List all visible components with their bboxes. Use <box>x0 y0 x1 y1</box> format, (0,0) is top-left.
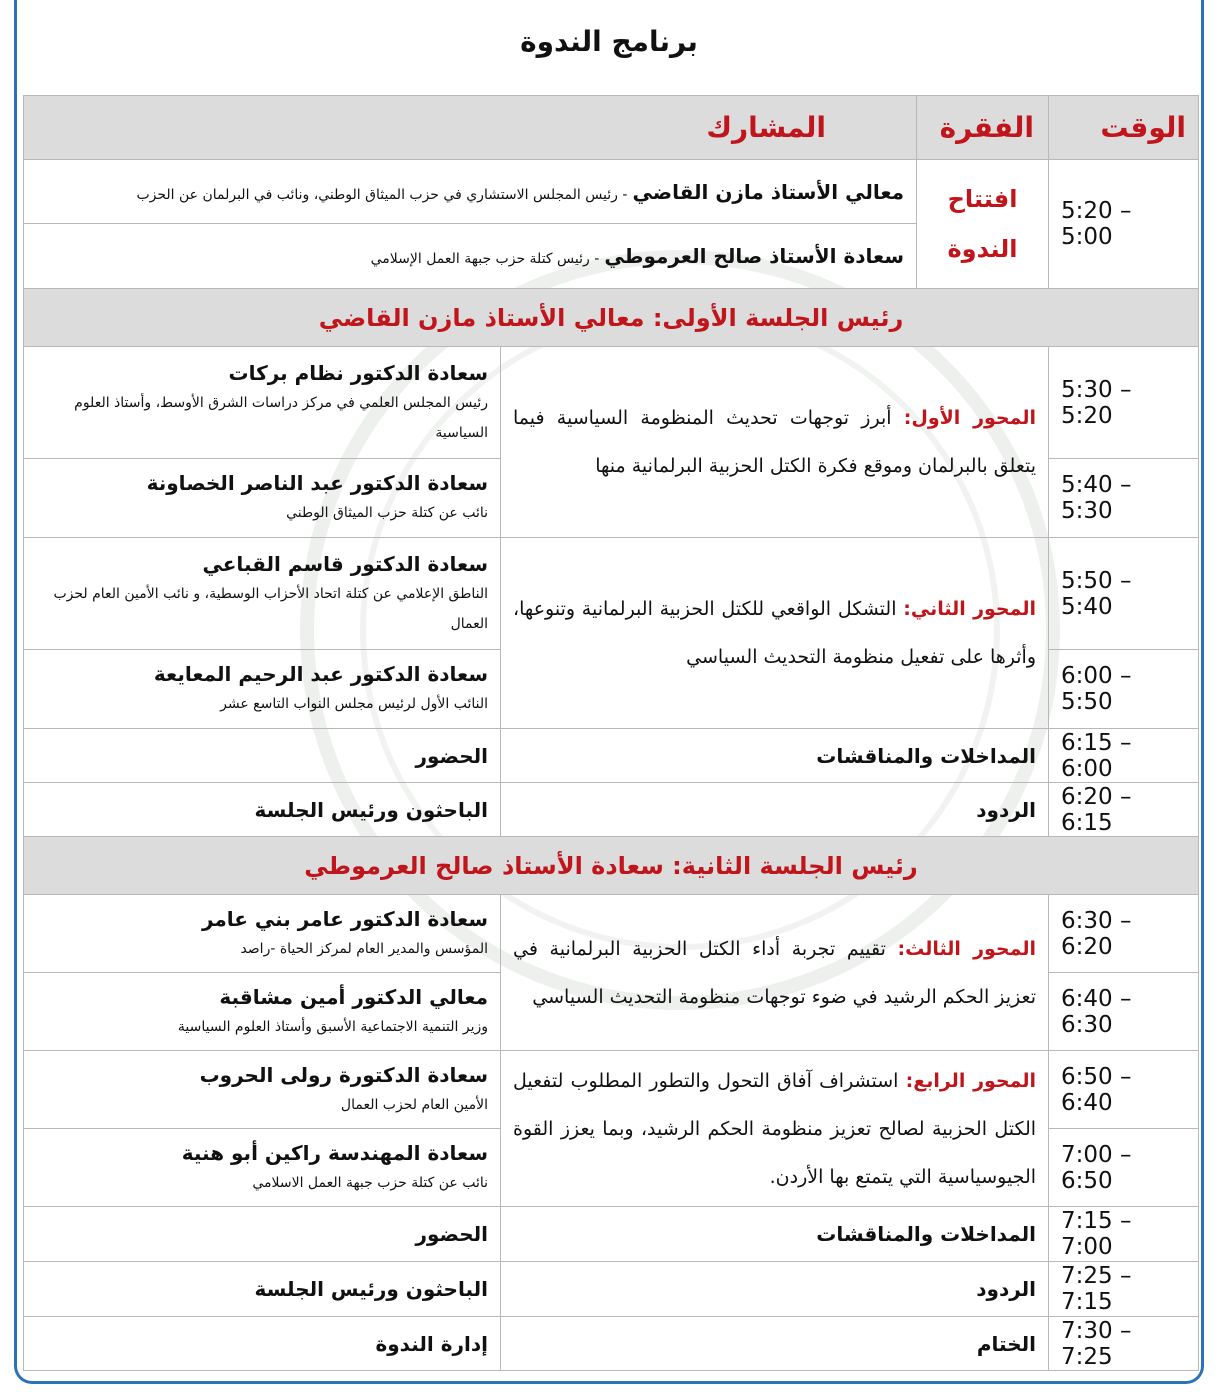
slot-time: 5:40 – 5:30 <box>1049 459 1199 538</box>
participant-cell <box>24 973 501 1051</box>
replies-item: الردود <box>501 783 1049 837</box>
header-participant: المشارك <box>24 96 917 160</box>
participant-cell <box>24 1051 501 1129</box>
closing-time: 7:30 – 7:25 <box>1049 1317 1199 1371</box>
program-table <box>23 95 1199 1371</box>
participant-role: الناطق الإعلامي عن كتلة اتحاد الأحزاب الوسطية، و نائب الأمين العام لحزب العمال <box>53 585 489 632</box>
participant-role: النائب الأول لرئيس مجلس النواب التاسع عشر <box>220 696 489 712</box>
axis-label: المحور الرابع: <box>905 1069 1037 1092</box>
participant-name: سعادة الدكتور قاسم القباعي <box>202 551 489 576</box>
participant-role: نائب عن كتلة حزب جبهة العمل الاسلامي <box>252 1174 489 1191</box>
replies-time: 6:20 – 6:15 <box>1049 783 1199 837</box>
opening-label <box>917 160 1049 289</box>
speaker-role: - رئيس كتلة حزب جبهة العمل الإسلامي <box>370 251 600 267</box>
axis-text: أبرز توجهات تحديث المنظومة السياسية فيما يتعلق بالبرلمان وموقع فكرة الكتل الحزبية البرلمانية منها <box>513 407 1037 477</box>
discussion-item: المداخلات والمناقشات <box>501 1207 1049 1262</box>
participant-name: سعادة الدكتور عبد الناصر الخصاونة <box>146 471 489 495</box>
header-item: الفقرة <box>917 96 1049 160</box>
discussion-participant: الحضور <box>24 1207 501 1262</box>
participant-role: الأمين العام لحزب العمال <box>340 1096 489 1113</box>
axis-text: استشراف آفاق التحول والتطور المطلوب لتفعيل الكتل الحزبية لصالح تعزيز منظومة الحكم الرشيد، وبما يعزز القوة الجيوسياسية التي يتمتع بها الأردن. <box>513 1069 1037 1188</box>
closing-item: الختام <box>501 1317 1049 1371</box>
participant-role: وزير التنمية الاجتماعية الأسبق وأستاذ العلوم السياسية <box>177 1018 489 1035</box>
opening-label-line1: افتتاح <box>947 185 1018 213</box>
session2-chair: رئيس الجلسة الثانية: سعادة الأستاذ صالح العرموطي <box>24 837 1199 895</box>
participant-role: المؤسس والمدير العام لمركز الحياة -راصد <box>240 940 489 957</box>
participant-role: نائب عن كتلة حزب الميثاق الوطني <box>286 505 489 521</box>
replies-participant: الباحثون ورئيس الجلسة <box>24 783 501 837</box>
slot-time: 5:50 – 5:40 <box>1049 538 1199 650</box>
slot-time: 6:30 – 6:20 <box>1049 895 1199 973</box>
discussion-time: 6:15 – 6:00 <box>1049 729 1199 783</box>
speaker-name: سعادة الأستاذ صالح العرموطي <box>604 244 905 268</box>
participant-role: رئيس المجلس العلمي في مركز دراسات الشرق الأوسط، وأستاذ العلوم السياسية <box>74 394 489 441</box>
axis-3 <box>501 895 1049 1051</box>
replies-item: الردود <box>501 1262 1049 1317</box>
participant-name: معالي الدكتور أمين مشاقبة <box>219 984 489 1009</box>
participant-cell <box>24 347 501 459</box>
speaker-role: - رئيس المجلس الاستشاري في حزب الميثاق الوطني، ونائب في البرلمان عن الحزب <box>136 186 628 203</box>
participant-name: سعادة الدكتورة رولى الحروب <box>199 1062 489 1087</box>
axis-1 <box>501 347 1049 538</box>
slot-time: 5:30 – 5:20 <box>1049 347 1199 459</box>
axis-2 <box>501 538 1049 729</box>
slot-time: 6:50 – 6:40 <box>1049 1051 1199 1129</box>
participant-name: سعادة الدكتور عبد الرحيم المعايعة <box>153 662 489 686</box>
opening-speaker-1 <box>24 160 917 224</box>
header-time: الوقت <box>1049 96 1199 160</box>
speaker-name: معالي الأستاذ مازن القاضي <box>632 179 905 204</box>
opening-label-line2: الندوة <box>947 235 1018 263</box>
page-title: برنامج الندوة <box>520 25 698 58</box>
participant-name: سعادة المهندسة راكين أبو هنية <box>181 1140 489 1165</box>
slot-time: 6:40 – 6:30 <box>1049 973 1199 1051</box>
axis-text: تقييم تجربة أداء الكتل الحزبية البرلمانية في تعزيز الحكم الرشيد في ضوء توجهات منظومة التحديث السياسي <box>513 937 1037 1008</box>
participant-cell <box>24 538 501 650</box>
discussion-participant: الحضور <box>24 729 501 783</box>
participant-cell <box>24 459 501 538</box>
axis-label: المحور الثالث: <box>897 937 1037 960</box>
participant-cell <box>24 650 501 729</box>
slot-time: 7:00 – 6:50 <box>1049 1129 1199 1207</box>
participant-cell <box>24 895 501 973</box>
closing-participant: إدارة الندوة <box>24 1317 501 1371</box>
axis-4 <box>501 1051 1049 1207</box>
axis-text: التشكل الواقعي للكتل الحزبية البرلمانية وتنوعها، وأثرها على تفعيل منظومة التحديث السياسي <box>513 598 1037 668</box>
participant-name: سعادة الدكتور نظام بركات <box>228 360 489 385</box>
participant-name: سعادة الدكتور عامر بني عامر <box>201 906 489 931</box>
discussion-time: 7:15 – 7:00 <box>1049 1207 1199 1262</box>
session1-chair: رئيس الجلسة الأولى: معالي الأستاذ مازن القاضي <box>24 289 1199 347</box>
replies-participant: الباحثون ورئيس الجلسة <box>24 1262 501 1317</box>
discussion-item: المداخلات والمناقشات <box>501 729 1049 783</box>
axis-label: المحور الأول: <box>903 407 1036 429</box>
slot-time: 6:00 – 5:50 <box>1049 650 1199 729</box>
axis-label: المحور الثاني: <box>903 598 1037 620</box>
participant-cell <box>24 1129 501 1207</box>
opening-speaker-2 <box>24 224 917 289</box>
replies-time: 7:25 – 7:15 <box>1049 1262 1199 1317</box>
opening-time: 5:20 – 5:00 <box>1049 160 1199 289</box>
